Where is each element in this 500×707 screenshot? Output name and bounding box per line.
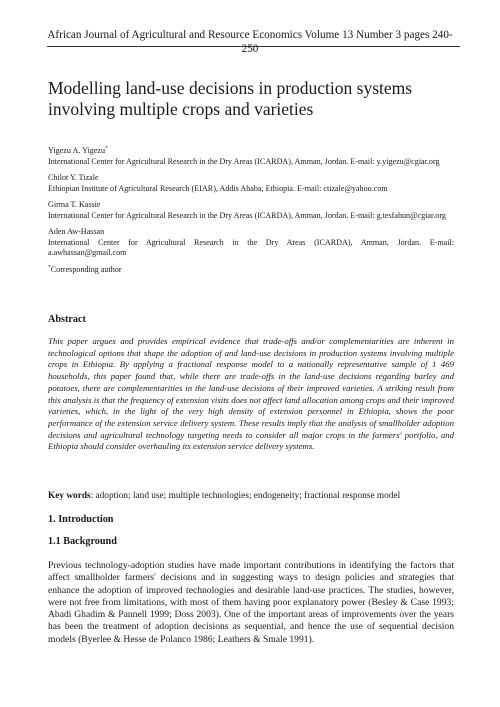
author-affiliation: International Center for Agricultural Research in the Dry Areas (ICARDA), Amman, Jordan. E-mail: g.tesfahun@cgiar.org <box>48 210 446 220</box>
abstract-text: This paper argues and provides empirical evidence that trade-offs and/or complementarities are inherent in technological options that shape the adoption of and land-use decisions in production systems involving multiple crops in Ethiopia. By applying a fractional response model to a nationally representative sample of 1 469 households, this paper found that, while there are trade-offs in the land-use decisions regarding barley and potatoes, there are complementarities in the land-use decisions of their improved varieties. A striking result from this analysis is that the frequency of extension visits does not affect land allocation among crops and their improved varieties, which, in the light of the very high density of extension personnel in Ethiopia, shows the poor performance of the extension service delivery system. These results imply that the analysis of smallholder adoption decisions and agricultural technology targeting needs to consider all major crops in the farmers' portfolio, and Ethiopia should consider overhauling its extension service delivery systems. <box>48 336 454 452</box>
author-block <box>48 146 454 167</box>
intro-paragraph: Previous technology-adoption studies have made important contributions in identifying the factors that affect smallholder farmers' decisions and in suggesting ways to design policies and strategies that enhance the adoption of improved technologies and desirable land-use practices. The studies, however, were not free from limitations, with most of them having poor explanatory power (Besley & Case 1993; Abadi Ghadim & Pannell 1999; Doss 2003). One of the important areas of improvements over the years has been the treatment of adoption decisions as sequential, and hence the use of sequential decision models (Byerlee & Hesse de Polanco 1986; Leathers & Smale 1991). <box>48 560 454 645</box>
author-list <box>48 146 454 275</box>
subsection-heading-background: 1.1 Background <box>48 536 117 547</box>
author-name: Chilot Y. Tizale <box>48 173 99 182</box>
corresponding-author-note: *Corresponding author <box>48 263 122 274</box>
author-block <box>48 227 454 259</box>
author-affiliation: Ethiopian Institute of Agricultural Research (EIAR), Addis Ababa, Ethiopia. E-mail: ctizale@yahoo.com <box>48 183 388 193</box>
running-head: African Journal of Agricultural and Resource Economics Volume 13 Number 3 pages 240-250 <box>47 29 453 55</box>
author-affiliation: International Center for Agricultural Research in the Dry Areas (ICARDA), Amman, Jordan. E-mail: y.yigezu@cgiar.org <box>48 156 440 166</box>
author-block <box>48 173 454 194</box>
header-rule <box>47 46 460 47</box>
keywords-label: Key words <box>48 491 91 501</box>
keywords-line <box>48 490 454 502</box>
corresponding-marker: * <box>48 263 51 270</box>
author-marker: * <box>105 145 108 152</box>
paper-title: Modelling land-use decisions in production systems involving multiple crops and varieties <box>48 78 413 119</box>
abstract-heading: Abstract <box>48 314 86 325</box>
section-heading-introduction: 1. Introduction <box>48 514 114 525</box>
author-affiliation: International Center for Agricultural Research in the Dry Areas (ICARDA), Amman, Jordan. E-mail: a.awhassan@gmail.com <box>48 237 454 257</box>
author-name: Yigezu A. Yigezu* <box>48 145 108 155</box>
author-name: Girma T. Kassie <box>48 200 101 209</box>
author-block <box>48 200 454 221</box>
author-name: Aden Aw-Hassan <box>48 227 105 236</box>
keywords-list: : adoption; land use; multiple technologies; endogeneity; fractional response model <box>90 491 401 501</box>
